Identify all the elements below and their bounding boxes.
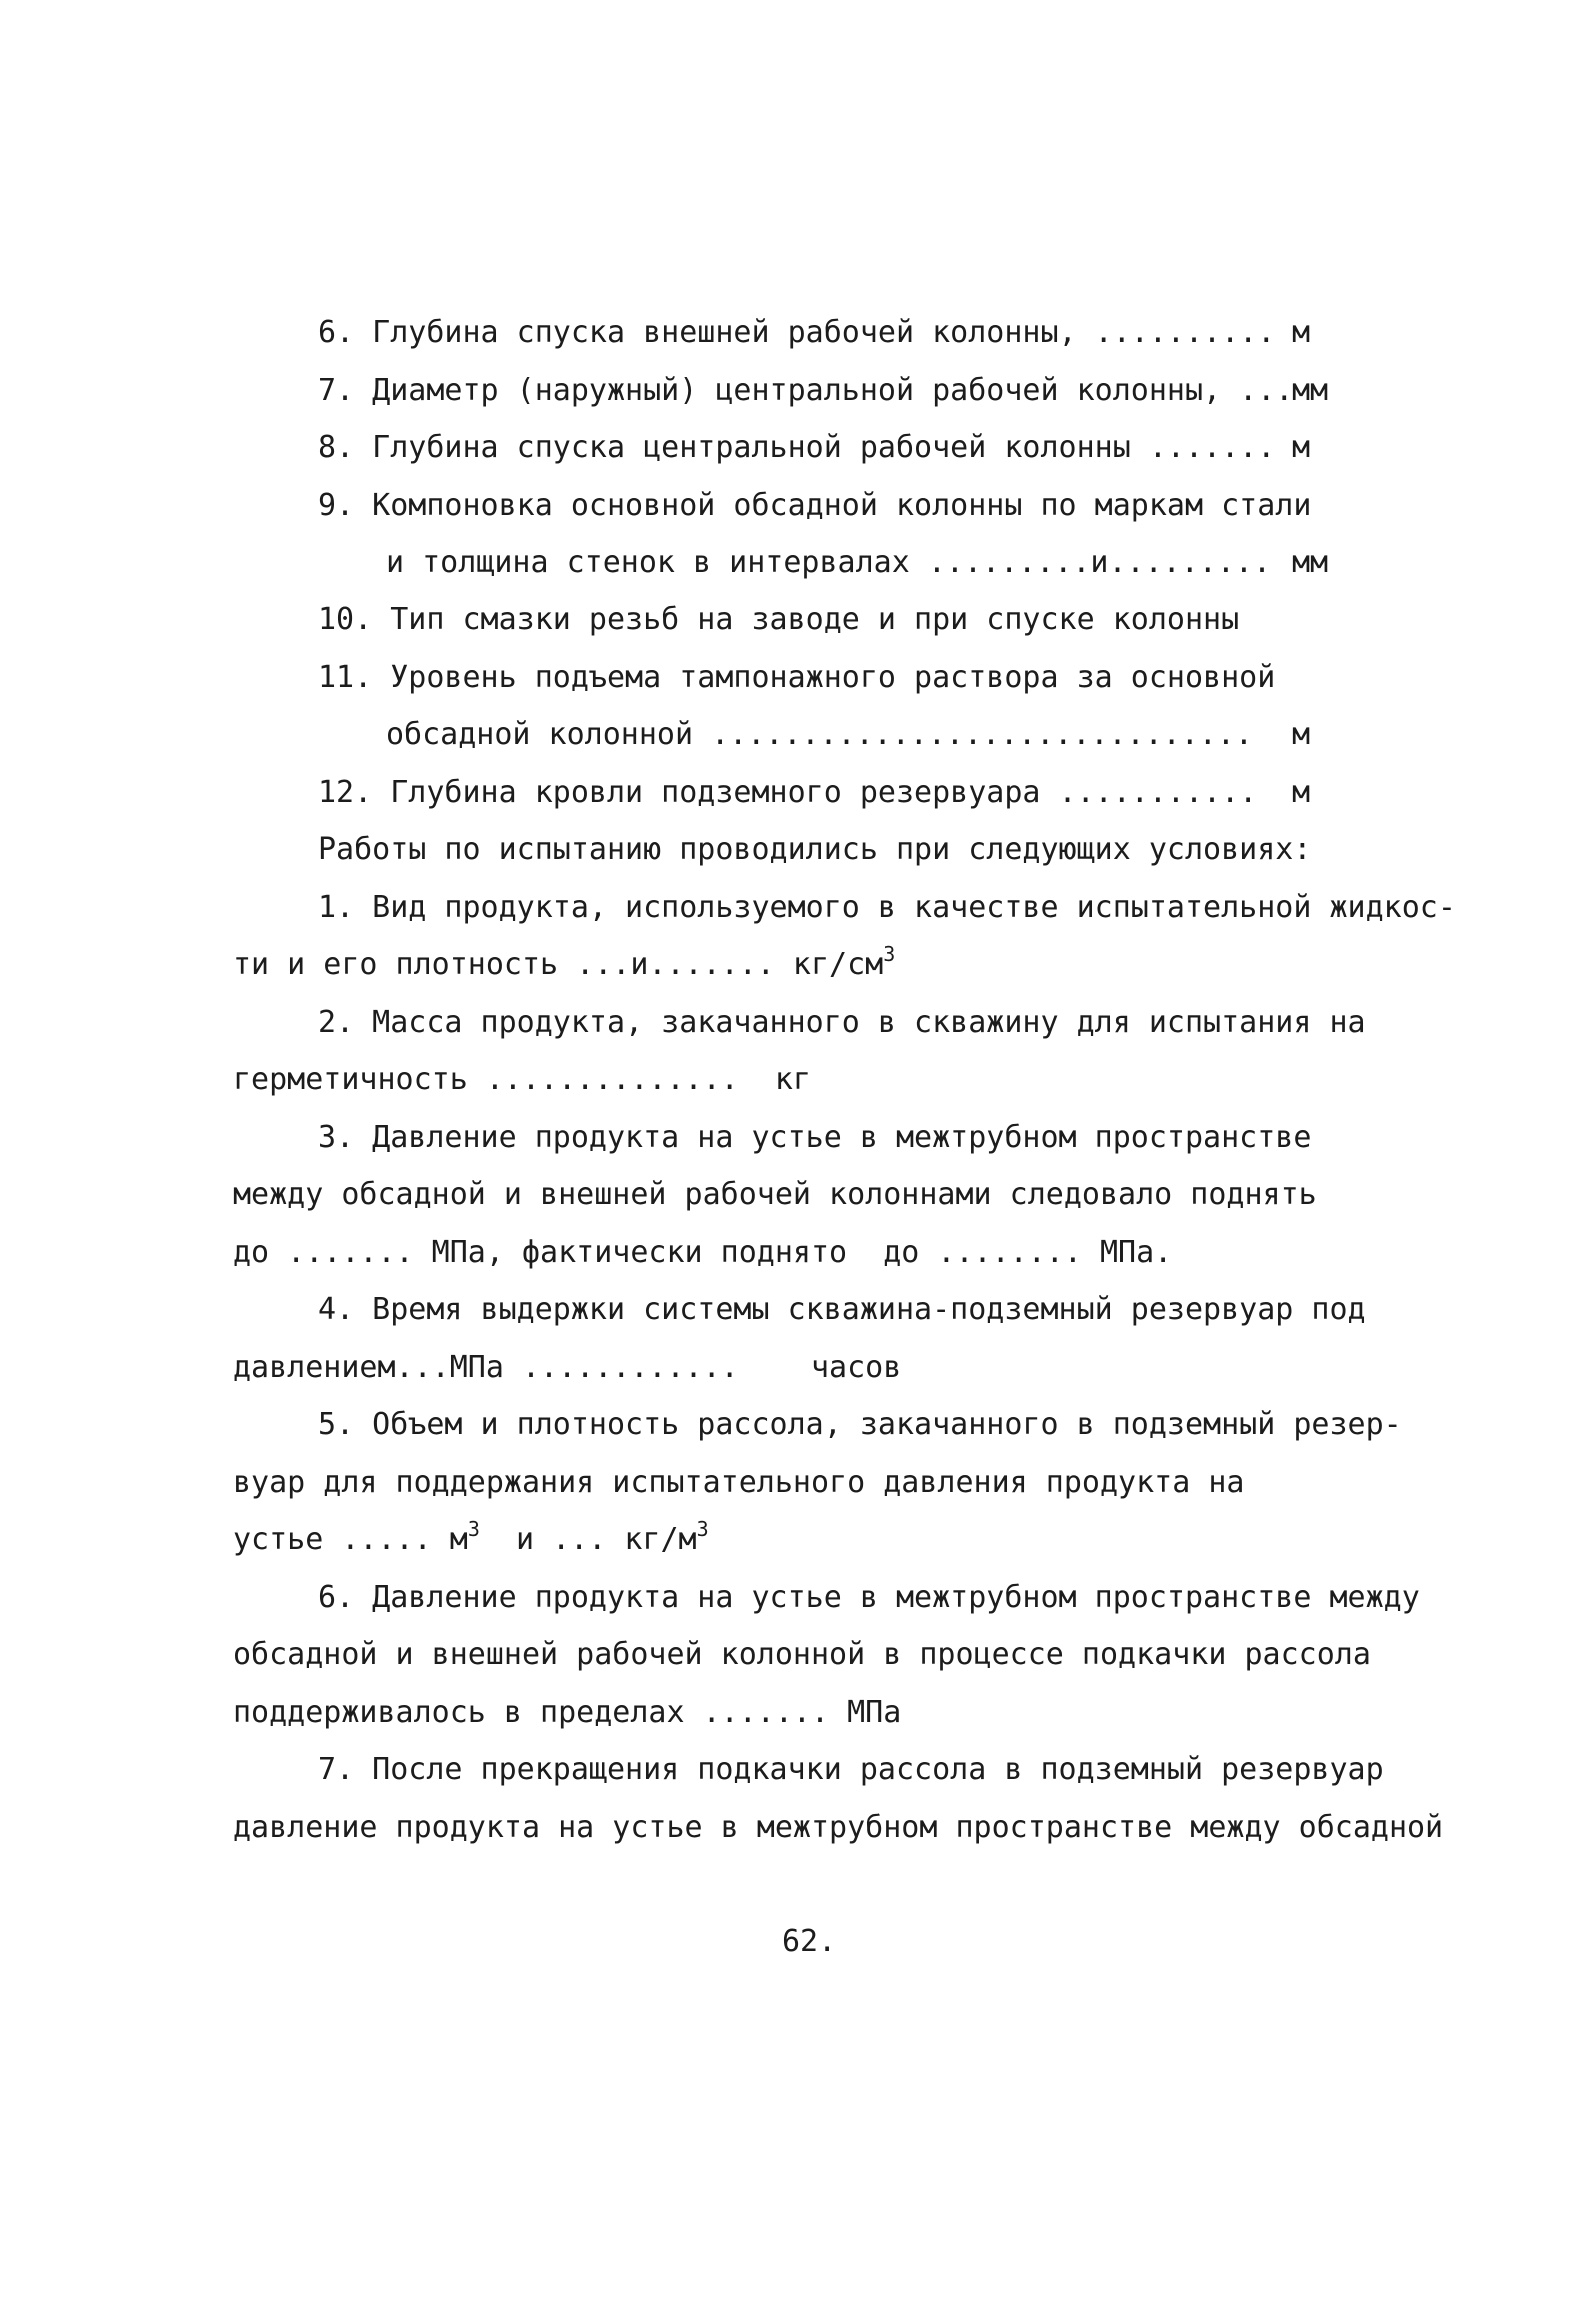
item-9-continuation: и толщина стенок в интервалах .........и......... <box>386 545 1272 580</box>
condition-5-line2: вуар для поддержания испытательного давления продукта на <box>233 1465 1245 1500</box>
item-12: 12. Глубина кровли подземного резервуара ........... <box>318 775 1258 810</box>
condition-3-line2: между обсадной и внешней рабочей колоннами следовало поднять <box>233 1177 1317 1212</box>
item-6: 6. Глубина спуска внешней рабочей колонны, .......... <box>318 315 1276 350</box>
item-9: 9. Компоновка основной обсадной колонны по маркам стали <box>318 488 1312 523</box>
item-8: 8. Глубина спуска центральной рабочей колонны ....... <box>318 430 1276 465</box>
condition-2-line2: герметичность .............. кг <box>233 1062 811 1097</box>
condition-6-line1: 6. Давление продукта на устье в межтрубном пространстве между <box>318 1580 1420 1615</box>
item-8-unit: м <box>1292 430 1311 465</box>
condition-5-line3: устье ..... $м^3$ и ... $кг/м^3$ <box>233 1517 709 1557</box>
condition-3-line3: до ....... МПа, фактически поднято до ........ МПа. <box>233 1235 1173 1270</box>
condition-7-line1: 7. После прекращения подкачки рассола в подземный резервуар <box>318 1752 1384 1787</box>
condition-2-line1: 2. Масса продукта, закачанного в скважину для испытания на <box>318 1005 1366 1040</box>
condition-4-line1: 4. Время выдержки системы скважина-подземный резервуар под <box>318 1292 1366 1327</box>
item-9-unit: мм <box>1292 545 1329 580</box>
item-7: 7. Диаметр (наружный) центральной рабочей колонны, ... <box>318 373 1294 408</box>
item-11-unit: м <box>1292 717 1311 752</box>
condition-1-line1: 1. Вид продукта, используемого в качестве испытательной жидкос- <box>318 890 1456 925</box>
item-11-continuation: обсадной колонной .............................. <box>386 717 1253 752</box>
condition-6-line3: поддерживалось в пределах ....... МПа <box>233 1695 902 1730</box>
page-number: 62. <box>782 1924 837 1959</box>
condition-3-line1: 3. Давление продукта на устье в межтрубном пространстве <box>318 1120 1312 1155</box>
condition-6-line2: обсадной и внешней рабочей колонной в процессе подкачки рассола <box>233 1637 1371 1672</box>
item-12-unit: м <box>1292 775 1311 810</box>
item-10: 10. Тип смазки резьб на заводе и при спуске колонны <box>318 602 1240 637</box>
condition-4-line2: давлением...МПа ............ часов <box>233 1350 902 1385</box>
condition-7-line2: давление продукта на устье в межтрубном пространстве между обсадной <box>233 1810 1444 1845</box>
item-7-unit: мм <box>1292 373 1329 408</box>
condition-5-line1: 5. Объем и плотность рассола, закачанного в подземный резер- <box>318 1407 1402 1442</box>
item-11: 11. Уровень подъема тампонажного раствора за основной <box>318 660 1276 695</box>
condition-1-line2: ти и его плотность ...и....... $кг/см^3$ <box>233 942 896 982</box>
conditions-intro: Работы по испытанию проводились при следующих условиях: <box>318 832 1312 867</box>
item-6-unit: м <box>1292 315 1311 350</box>
